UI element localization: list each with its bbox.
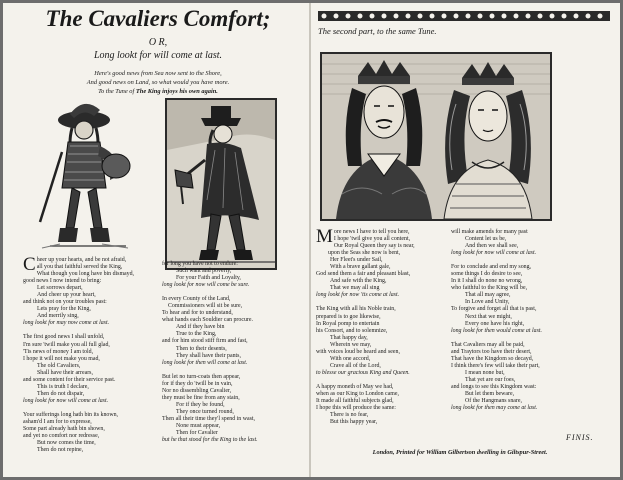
verse-stanza <box>451 229 611 257</box>
verse-line: Next that we might, <box>465 313 512 320</box>
verse-line: In every County of the Land, <box>162 296 231 303</box>
verse-line: And if they have bin <box>176 324 225 331</box>
verse-line: Her Fleet's under Sail, <box>330 257 383 264</box>
woodcut-king-queen <box>320 52 552 221</box>
verse-line: They shall have their pants, <box>176 352 241 359</box>
king-queen-portrait-image <box>322 54 550 219</box>
ornament-border <box>318 9 610 21</box>
verse-line: A happy moneth of May we had, <box>316 383 394 390</box>
page-fold <box>309 3 311 477</box>
verse-line: Let sorrows depart, <box>37 285 83 292</box>
verse-line: I hope 'twil give you all content, <box>333 236 411 243</box>
verse-line: The old Cavaliers, <box>37 362 81 369</box>
intro-block <box>18 69 298 96</box>
verse-line: That have the Kingdom so decayd, <box>451 355 534 362</box>
title-or: O R, <box>148 37 168 48</box>
verse-line: good news I now intend to bring: <box>23 278 102 285</box>
woodcut-traveller <box>165 98 277 270</box>
verse-line: Some part already hath bin shown, <box>23 426 105 433</box>
verse-line: heer up your hearts, and be not afraid, <box>36 257 127 263</box>
verse-line: I hope this will produce the same: <box>316 405 396 412</box>
verse-line: That we may all sing <box>330 285 380 292</box>
verse-line: That happy day, <box>330 334 368 341</box>
verse-stanza <box>23 334 163 404</box>
verse-line: Wherein we may, <box>330 341 372 348</box>
verse-line: That all may agree, <box>465 292 511 299</box>
verse-line: None must appear, <box>176 422 221 429</box>
printer-imprint: London, Printed for William Gilbertson dwelling in Giltspur-Street. <box>372 449 548 456</box>
verse-line: long lookt for then would come at last. <box>451 327 542 334</box>
verse-stanza <box>316 226 456 299</box>
dropcap-m: M <box>316 226 333 247</box>
verse-line: Then to their desents, <box>176 345 227 352</box>
verse-line: And safe with the King, <box>330 278 387 285</box>
verse-line: The King with all his Noble train, <box>316 306 396 313</box>
verse-line: long lookt for then may come at last. <box>451 405 538 412</box>
verse-stanza <box>162 374 302 444</box>
ornament-strip-icon <box>318 10 610 22</box>
verse-line: It made all faithful subjects glad, <box>316 398 394 405</box>
verse-line: For if they be found, <box>176 401 225 408</box>
verse-line: In Love and Unity, <box>465 299 510 306</box>
verse-line: ore news I have to tell you here, <box>333 229 410 235</box>
verse-line: But let no turn-coats then appear, <box>162 373 241 380</box>
verse-line: but he that stood for the King to the last. <box>162 437 258 444</box>
verse-stanza <box>451 264 611 334</box>
cavalier-figure-image <box>30 96 138 254</box>
traveller-figure-image <box>167 100 275 268</box>
verse-line: To forgive and forget all that is past, <box>451 306 537 313</box>
verse-line: Then all their time they'l spend in wast, <box>162 415 255 422</box>
verse-line: I think there's few will take their part, <box>451 362 540 369</box>
verse-line: with voices loud be heard and seen, <box>316 348 400 355</box>
verse-line: Shall have their arrears, <box>37 369 93 376</box>
verse-line: Then do not repine, <box>37 447 84 454</box>
verse-line: Content let us be, <box>465 236 507 243</box>
verse-line: they must be fine from any stain, <box>162 394 240 401</box>
second-part-heading: The second part, to the same Tune. <box>318 26 437 36</box>
verse-line: some things I do desire to see, <box>451 271 523 278</box>
verse-line: And merrily sing, <box>37 313 79 320</box>
verse-line: long lookt for now will come be sure. <box>162 282 250 289</box>
verse-line: And cheer up your heart, <box>37 292 96 299</box>
verse-column-right-a <box>316 226 456 433</box>
verse-line: will make amends for many past <box>451 229 528 235</box>
verse-line: But now comes the time, <box>37 440 96 447</box>
verse-line: I mean none but, <box>465 369 505 376</box>
verse-line: True to the King, <box>176 331 217 338</box>
verse-line: Your sufferings long hath bin its known, <box>23 411 119 418</box>
ballad-subtitle: Long lookt for will come at last. <box>93 50 223 61</box>
verse-line: This is truth I declare, <box>37 383 89 390</box>
verse-line: long lookt for then will come at last. <box>162 359 248 366</box>
verse-line: Of the Hangmans snare, <box>465 398 522 405</box>
verse-line: for long you have not to endure: <box>162 261 238 267</box>
verse-line: prepared is to goe likewise, <box>316 313 381 320</box>
verse-line: and think not on your troubles past: <box>23 299 107 306</box>
verse-line: long lookt for now will come at last. <box>23 397 109 404</box>
intro-line: Here's good news from Sea now sent to the Shore, <box>94 70 222 77</box>
verse-stanza <box>162 296 302 366</box>
verse-line: long lookt for now 'tis come at last. <box>316 292 400 299</box>
intro-line: And good news on Land, so what would you have more. <box>86 79 230 86</box>
verse-line: Then do not dispair, <box>37 390 85 397</box>
verse-line: For to conclude and end my song, <box>451 264 532 271</box>
verse-line: Then for Cavalier <box>176 430 218 437</box>
verse-line: For your Faith and Loyalty, <box>176 275 241 282</box>
verse-line: what hands each Souldier can procure. <box>162 317 253 324</box>
verse-line: 'Tis news of money I am told, <box>23 348 94 355</box>
verse-line: for if they do 'twill be in vain, <box>162 380 233 387</box>
verse-stanza <box>23 412 163 454</box>
verse-stanza <box>316 384 456 426</box>
verse-line: That yet are our foes, <box>465 376 516 383</box>
verse-line: Our Royal Queen they say is near, <box>333 243 415 250</box>
verse-line: to blesse our gracious King and Queen. <box>316 369 410 376</box>
verse-line: I hope it will not make you mad, <box>23 355 100 362</box>
verse-line: long lookt for may now come at last. <box>23 320 110 327</box>
verse-stanza <box>316 306 456 376</box>
verse-stanza <box>162 261 302 289</box>
verse-line: Nor no dissembling Cavalier, <box>162 387 232 394</box>
tune-line: To the Tune of The King injoys his own again. <box>98 88 218 95</box>
verse-line: I'm sure 'twill make you all full glad, <box>23 341 110 348</box>
verse-column-left-b <box>162 261 302 451</box>
verse-line: Every one have his right, <box>465 320 525 327</box>
verse-line: his Consort, and to solemnize, <box>316 327 388 334</box>
verse-line: They once turned round, <box>176 408 234 415</box>
verse-line: Such want and poverty, <box>176 268 232 275</box>
verse-line: and yet no comfort nor redresse, <box>23 433 100 440</box>
dropcap-c: C <box>23 254 36 275</box>
verse-stanza <box>23 254 163 327</box>
verse-column-right-b <box>451 229 611 419</box>
finis-mark: FINIS. <box>566 433 594 442</box>
woodcut-cavalier <box>30 96 138 254</box>
verse-stanza <box>451 342 611 412</box>
verse-line: What though you long have bin dismayd, <box>36 271 135 278</box>
verse-line: and longs to see this Kingdom wast: <box>451 383 537 390</box>
ballad-title: The Cavaliers Comfort; <box>45 6 271 31</box>
verse-line: In it I shall do none no wrong, <box>451 278 523 285</box>
verse-line: long lookt for now will come at last. <box>451 250 537 257</box>
verse-line: Lets pray for the King, <box>37 306 91 313</box>
verse-line: all you that faithful served the King, <box>36 264 123 271</box>
verse-line: That Cavaliers may all be paid, <box>451 341 525 348</box>
verse-line: But let them beware, <box>465 390 515 397</box>
verse-line: upon the Seas she now is bent, <box>328 250 401 257</box>
verse-line: when as our King to London came, <box>316 390 399 397</box>
verse-line: and some content for their service past. <box>23 376 116 383</box>
tune-name: The King injoys his own again. <box>135 88 218 95</box>
verse-line: God send them a fair and pleasant blast, <box>316 271 411 278</box>
verse-line: asham'd I am for to expresse, <box>23 418 92 425</box>
verse-line: And then we shall see, <box>465 243 519 250</box>
verse-line: There is no fear, <box>330 412 369 419</box>
verse-line: and for him stood stiff firm and fast, <box>162 338 248 345</box>
verse-line: In Royal pomp to entertain <box>316 320 380 327</box>
verse-line: But this happy year, <box>330 419 378 426</box>
verse-line: Crave all of the Lord, <box>330 362 381 369</box>
verse-line: and Traytors too have their desert, <box>451 348 532 355</box>
verse-line: Commissioners will sit be sure, <box>168 303 243 310</box>
verse-line: With a brave gallant gale, <box>330 264 391 271</box>
verse-line: who faithful to the King will be, <box>451 285 528 292</box>
verse-column-left-a <box>23 254 163 461</box>
verse-line: The first good news I shall unfold, <box>23 334 105 341</box>
verse-line: With one accord, <box>330 355 371 362</box>
verse-line: To hear and for to understand, <box>162 310 233 317</box>
